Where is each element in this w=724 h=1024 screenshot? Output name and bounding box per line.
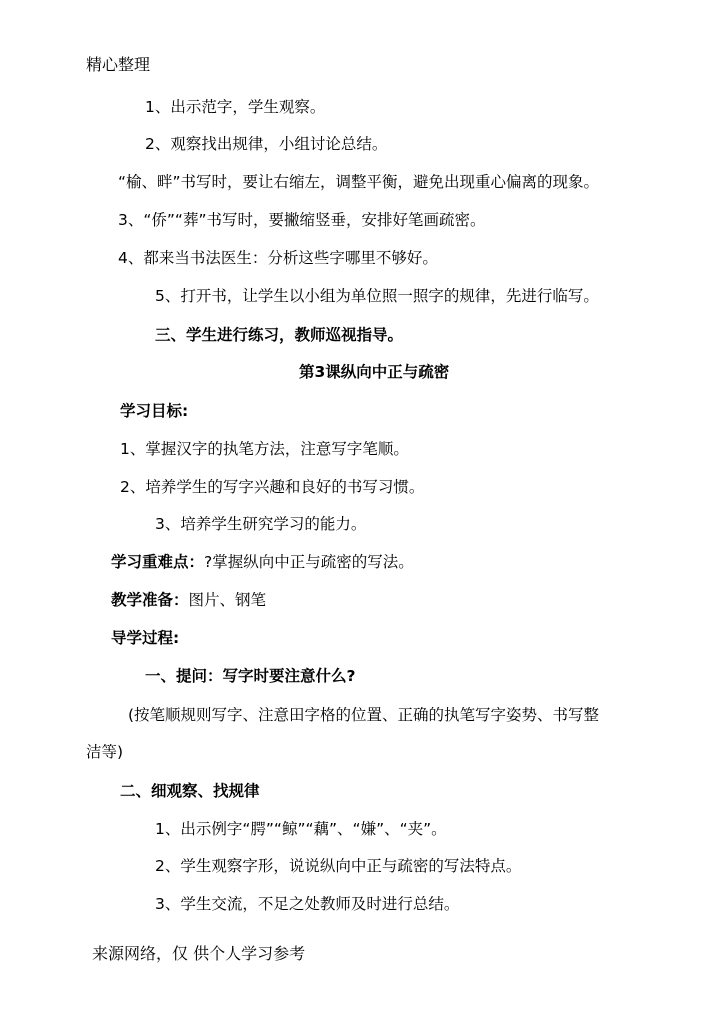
page-footer: 来源网络，仅 供个人学习参考 <box>92 944 306 963</box>
preparation-label: 教学准备： <box>111 591 189 609</box>
preparation-text: 图片、钢笔 <box>188 591 267 609</box>
key-points-text: ?掌握纵向中正与疏密的写法。 <box>204 553 414 571</box>
part-2-item-2: 2、学生观察字形，说说纵向中正与疏密的写法特点。 <box>155 857 522 875</box>
key-points <box>111 551 414 573</box>
section-3-heading: 三、学生进行练习，教师巡视指导。 <box>155 326 404 344</box>
part-1-answer-line-1: (按笔顺规则写字、注意田字格的位置、正确的执笔写字姿势、书写整 <box>128 706 600 724</box>
objective-item-1: 1、掌握汉字的执笔方法，注意写字笔顺。 <box>120 440 409 458</box>
step-2: 2、观察找出规律，小组讨论总结。 <box>145 135 388 153</box>
part-2-item-1: 1、出示例字“腭”“鲸”“藕”、“嫌”、“夹”。 <box>155 820 447 838</box>
part-1-answer-line-2: 洁等) <box>86 743 124 761</box>
part-1-heading: 一、提问：写字时要注意什么? <box>145 667 356 685</box>
page-header: 精心整理 <box>86 55 151 74</box>
objective-item-2: 2、培养学生的写字兴趣和良好的书写习惯。 <box>120 478 425 496</box>
preparation <box>111 589 266 611</box>
part-2-item-3: 3、学生交流，不足之处教师及时进行总结。 <box>155 895 460 913</box>
part-2-heading: 二、细观察、找规律 <box>120 782 260 800</box>
objectives-label: 学习目标: <box>120 402 189 420</box>
lesson-title: 第3课纵向中正与疏密 <box>299 363 450 381</box>
process-label: 导学过程: <box>111 629 180 647</box>
key-points-label: 学习重难点： <box>111 553 205 571</box>
objective-item-3: 3、培养学生研究学习的能力。 <box>155 515 367 533</box>
step-3: 3、“侨”“葬”书写时，要撇缩竖垂，安排好笔画疏密。 <box>118 211 486 229</box>
step-note: “榆、畔”书写时，要让右缩左，调整平衡，避免出现重心偏离的现象。 <box>118 173 600 191</box>
step-4: 4、都来当书法医生：分析这些字哪里不够好。 <box>118 249 438 267</box>
step-5: 5、打开书，让学生以小组为单位照一照字的规律，先进行临写。 <box>155 287 599 305</box>
step-1: 1、出示范字，学生观察。 <box>145 98 326 116</box>
